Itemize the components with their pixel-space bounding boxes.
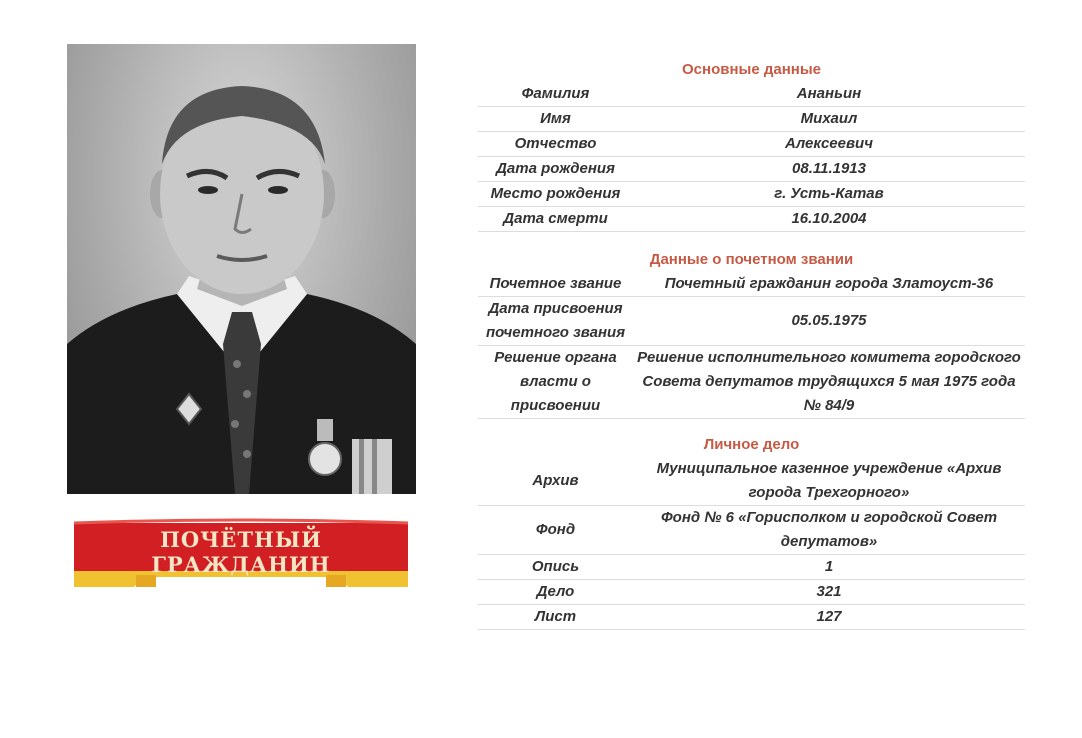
- section-title-personal: Личное дело: [703, 436, 800, 453]
- row-label: Опись: [531, 558, 580, 575]
- row-label: Имя: [540, 110, 571, 127]
- row-label: Место рождения: [490, 185, 621, 202]
- row-value: Решение исполнительного комитета городского Совета депутатов трудящихся 5 мая 1975 года № 84/9: [637, 349, 1021, 414]
- table-row: [478, 555, 1025, 580]
- table-row: [478, 157, 1025, 182]
- row-value: г. Усть-Катав: [774, 185, 884, 202]
- portrait-photo: [67, 44, 416, 494]
- row-label: Дата смерти: [503, 210, 608, 227]
- table-row: [478, 605, 1025, 630]
- row-value: Муниципальное казенное учреждение «Архив города Трехгорного»: [656, 460, 1002, 501]
- table-row: [478, 182, 1025, 207]
- table-row: [478, 506, 1025, 555]
- honorary-citizen-banner: [74, 515, 408, 591]
- row-label: Дата рождения: [496, 160, 615, 177]
- table-row: [478, 346, 1025, 419]
- row-value: 16.10.2004: [791, 210, 867, 227]
- table-row: [478, 207, 1025, 232]
- row-value: 08.11.1913: [792, 160, 866, 177]
- row-label: Фамилия: [521, 85, 590, 102]
- row-value: Михаил: [800, 110, 858, 127]
- row-label: Лист: [534, 608, 577, 625]
- banner-text: ПОЧЁТНЫЙ ГРАЖДАНИН: [151, 527, 331, 577]
- row-label: Дело: [536, 583, 575, 600]
- row-value: Ананьин: [796, 85, 862, 102]
- row-label: Фонд: [535, 521, 576, 538]
- row-value: Алексеевич: [785, 135, 873, 152]
- row-value: 127: [816, 608, 842, 625]
- table-row: [478, 272, 1025, 297]
- table-row: [478, 580, 1025, 605]
- row-value: Почетный гражданин города Златоуст-36: [664, 275, 994, 292]
- row-label: Дата присвоения почетного звания: [485, 300, 626, 341]
- row-label: Решение органа власти о присвоении: [494, 349, 617, 414]
- row-value: 1: [824, 558, 834, 575]
- table-row: [478, 297, 1025, 346]
- section-title-honorary: Данные о почетном звании: [649, 251, 854, 268]
- table-row: [478, 132, 1025, 157]
- row-value: 05.05.1975: [791, 312, 867, 329]
- table-row: [478, 82, 1025, 107]
- table-row: [478, 457, 1025, 506]
- info-table: [478, 58, 1025, 630]
- section-title-basic: Основные данные: [682, 61, 821, 78]
- table-row: [478, 107, 1025, 132]
- row-label: Почетное звание: [489, 275, 622, 292]
- row-value: Фонд № 6 «Горисполком и городской Совет депутатов»: [660, 509, 998, 550]
- row-label: Отчество: [514, 135, 597, 152]
- row-label: Архив: [532, 472, 579, 489]
- row-value: 321: [816, 583, 842, 600]
